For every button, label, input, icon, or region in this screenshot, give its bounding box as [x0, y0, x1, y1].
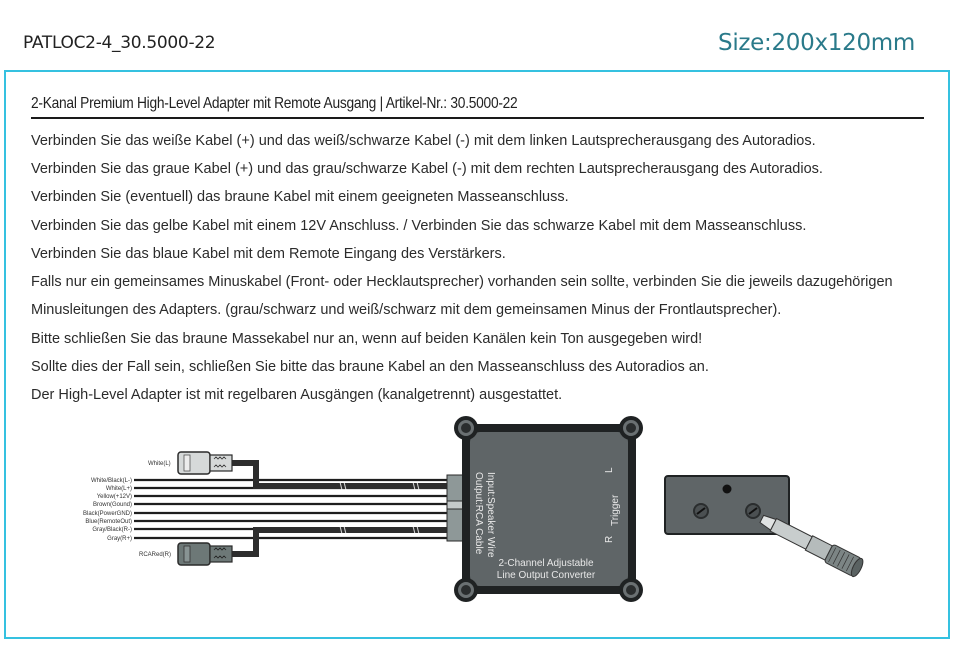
wire-label: Black(PowerGND): [82, 511, 132, 517]
wire-label: Gray(R+): [107, 536, 132, 542]
rca-left-label: White(L): [148, 461, 171, 467]
title-rule: [31, 117, 924, 119]
device-input-label: Input:Speaker Wire: [485, 472, 496, 558]
instruction-line: Verbinden Sie das blaue Kabel mit dem Remote Eingang des Verstärkers.: [31, 246, 506, 262]
wire-label: Gray/Black(R-): [92, 527, 132, 533]
wire-label: White/Black(L-): [90, 478, 132, 484]
port-trigger-label: Trigger: [610, 494, 621, 526]
sku-label: PATLOC2-4_30.5000-22: [23, 33, 216, 53]
wire-label: White(L+): [105, 486, 132, 492]
wire-label: Blue(RemoteOut): [85, 519, 132, 525]
instruction-line: Verbinden Sie das graue Kabel (+) und das grau/schwarze Kabel (-) mit dem rechten Lautsprecherausgang des Autoradios.: [31, 161, 823, 177]
rca-cables: [232, 463, 448, 554]
device-output-label: Output:RCA Cable: [473, 472, 484, 555]
rca-right-label: RCARed(R): [139, 552, 172, 558]
instruction-line: Verbinden Sie (eventuell) das braune Kabel mit einem geeigneten Masseanschluss.: [31, 189, 569, 205]
gain-screw-right: [745, 503, 761, 519]
instruction-line: Falls nur ein gemeinsames Minuskabel (Front- oder Hecklautsprecher) vorhanden sein sollte, verbinden Sie die jeweils dazugehörigen: [31, 274, 893, 290]
instruction-line: Sollte dies der Fall sein, schließen Sie bitte das braune Kabel an den Masseanschluss des Autoradios an.: [31, 359, 709, 375]
instruction-line: Der High-Level Adapter ist mit regelbaren Ausgängen (kanalgetrennt) ausgestattet.: [31, 387, 563, 403]
instruction-line: Bitte schließen Sie das braune Massekabel nur an, wenn auf beiden Kanälen kein Ton ausgegeben wird!: [31, 331, 703, 347]
port-l-label: L: [604, 467, 615, 473]
instruction-line: Verbinden Sie das gelbe Kabel mit einem 12V Anschluss. / Verbinden Sie das schwarze Kabel mit dem Masseanschluss.: [31, 218, 807, 234]
port-r-label: R: [604, 535, 615, 543]
product-title: 2-Kanal Premium High-Level Adapter mit Remote Ausgang | Artikel-Nr.: 30.5000-22: [31, 95, 518, 112]
screwdriver-icon: [757, 510, 865, 578]
instruction-line: Minusleitungen des Adapters. (grau/schwarz und weiß/schwarz mit dem gemeinsamen Minus der Frontlautsprecher).: [31, 302, 782, 318]
rca-plug-right: [178, 543, 232, 565]
rca-plug-left: [178, 452, 232, 474]
device-name-line1: 2-Channel Adjustable: [498, 558, 594, 569]
wire-label: Brown(Gound): [92, 502, 132, 508]
wire-connector: [447, 475, 464, 541]
size-label: Size:200x120mm: [718, 30, 915, 56]
device-name-line2: Line Output Converter: [496, 570, 596, 581]
instruction-line: Verbinden Sie das weiße Kabel (+) und das weiß/schwarze Kabel (-) mit dem linken Lautsprecherausgang des Autoradios.: [31, 133, 816, 149]
wiring-diagram: [0, 410, 979, 620]
line-output-converter: [454, 416, 643, 602]
gain-screw-left: [693, 503, 709, 519]
wire-label: Yellow(+12V): [96, 494, 132, 500]
